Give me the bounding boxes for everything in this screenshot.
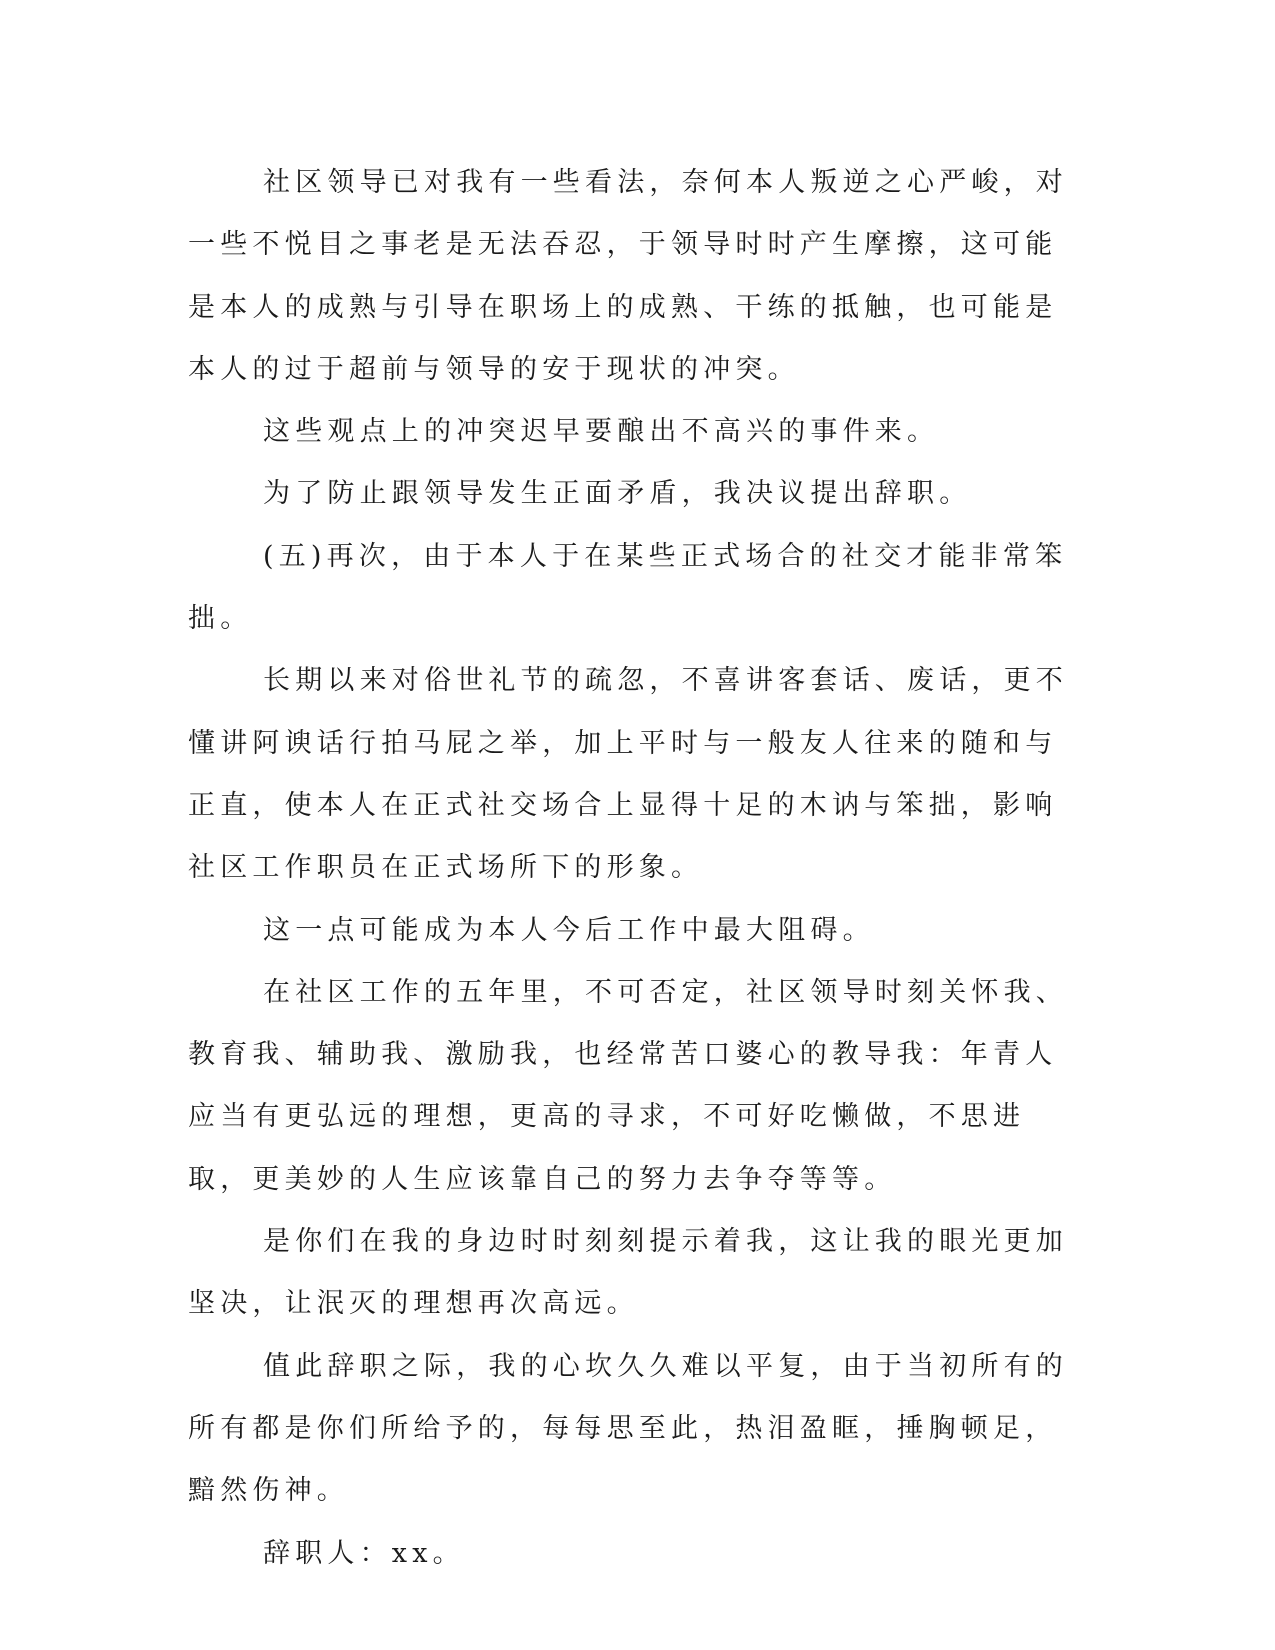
paragraph: 这一点可能成为本人今后工作中最大阻碍。 bbox=[263, 914, 875, 946]
paragraph: 值此辞职之际，我的心坎久久难以平复，由于当初所有的所有都是你们所给予的，每每思至此，热泪盈眶，捶胸顿足，黯然伤神。 bbox=[188, 1350, 1068, 1507]
paragraph: 社区领导已对我有一些看法，奈何本人叛逆之心严峻，对一些不悦目之事老是无法吞忍，于领导时时产生摩擦，这可能是本人的成熟与引导在职场上的成熟、干练的抵触，也可能是本人的过于超前与领导的安于现状的冲突。 bbox=[188, 167, 1068, 385]
paragraph: 是你们在我的身边时时刻刻提示着我，这让我的眼光更加坚决，让泯灭的理想再次高远。 bbox=[188, 1226, 1068, 1320]
paragraph: 为了防止跟领导发生正面矛盾，我决议提出辞职。 bbox=[263, 478, 972, 510]
paragraph: (五)再次，由于本人于在某些正式场合的社交才能非常笨拙。 bbox=[188, 540, 1068, 635]
paragraph: 在社区工作的五年里，不可否定，社区领导时刻关怀我、教育我、辅助我、激励我，也经常苦口婆心的教导我：年青人应当有更弘远的理想，更高的寻求，不可好吃懒做，不思进取，更美妙的人生应该靠自己的努力去争夺等等。 bbox=[188, 976, 1068, 1195]
signature-line: 辞职人：xx。 bbox=[263, 1537, 465, 1569]
paragraph: 长期以来对俗世礼节的疏忽，不喜讲客套话、废话，更不懂讲阿谀话行拍马屁之举，加上平时与一般友人往来的随和与正直，使本人在正式社交场合上显得十足的木讷与笨拙，影响社区工作职员在正式场所下的形象。 bbox=[188, 665, 1068, 884]
document-body bbox=[188, 152, 1073, 1585]
paragraph: 这些观点上的冲突迟早要酿出不高兴的事件来。 bbox=[263, 416, 940, 448]
